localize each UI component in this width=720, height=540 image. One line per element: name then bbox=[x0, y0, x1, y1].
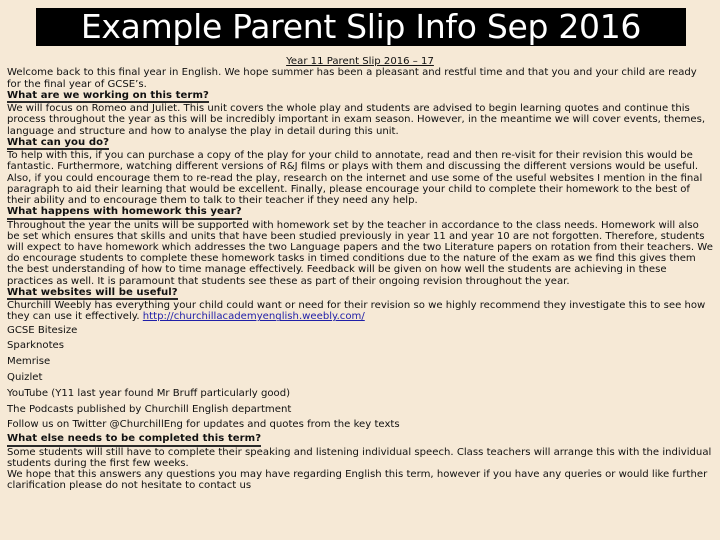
section-body-else-to-complete: Some students will still have to complete their speaking and listening individual speech. Class teachers will arrange this with the individual students during the first few weeks. bbox=[7, 446, 712, 469]
section-heading-what-can-you-do: What can you do? bbox=[7, 137, 109, 150]
section-body-homework: Throughout the year the units will be supported with homework set by the teacher in accordance to the class needs. Homework will also be set which ensures that skills and units that have been studied previously in year 11 and year 10 are not forgotten. Therefore, students will expect to have homework which addresses the two Language papers and the two Literature papers on rotation from their teachers. We do encourage students to complete these homework tasks in timed conditions due to the nature of the exam as we find this gives them the best understanding of how to time manage effectively. Feedback will be given on how well the students are achieving in these practices as well. It is paramount that students see these as part of their ongoing revision throughout the year. bbox=[7, 219, 713, 287]
parent-slip-document bbox=[7, 56, 713, 491]
slide-title: Example Parent Slip Info Sep 2016 bbox=[36, 8, 686, 46]
section-body-working-on: We will focus on Romeo and Juliet. This unit covers the whole play and students are advised to begin learning quotes and continue this process throughout the year as this will be incredibly important in exam season. However, in the meantime we will cover events, themes, language and structure and how to analyse the play in detail during this unit. bbox=[7, 103, 706, 137]
section-body-websites bbox=[7, 300, 713, 322]
section-heading-homework: What happens with homework this year? bbox=[7, 206, 242, 219]
section-heading-working-on: What are we working on this term? bbox=[7, 90, 209, 103]
list-item: The Podcasts published by Churchill English department bbox=[7, 403, 292, 415]
section-heading-else-to-complete: What else needs to be completed this term? bbox=[7, 433, 261, 446]
list-item: Follow us on Twitter @ChurchillEng for updates and quotes from the key texts bbox=[7, 419, 400, 431]
list-item: Quizlet bbox=[7, 372, 43, 384]
section-body-what-can-you-do: To help with this, if you can purchase a copy of the play for your child to annotate, read and then re-visit for their revision this would be fantastic. Furthermore, watching different versions of R&J films or plays with them and discussing the different versions would be useful. Also, if you could encourage them to re-read the play, research on the internet and use some of the useful websites I mention in the final paragraph to aid their learning that would be excellent. Finally, please encourage your child to complete their homework to the best of their ability and to encourage them to talk to their teacher if they need any help. bbox=[7, 150, 703, 207]
list-item: GCSE Bitesize bbox=[7, 324, 78, 336]
websites-text: Churchill Weebly has everything your child could want or need for their revision so we highly recommend they investigate this to see how they can use it effectively. bbox=[7, 300, 706, 323]
list-item: YouTube (Y11 last year found Mr Bruff particularly good) bbox=[7, 387, 291, 399]
intro-paragraph: Welcome back to this final year in English. We hope summer has been a pleasant and restful time and that you and your child are ready for the final year of GCSE’s. bbox=[7, 67, 697, 90]
list-item: Memrise bbox=[7, 356, 51, 368]
section-heading-websites: What websites will be useful? bbox=[7, 287, 178, 300]
document-title: Year 11 Parent Slip 2016 – 17 bbox=[286, 56, 434, 67]
list-item: Sparknotes bbox=[7, 340, 64, 352]
websites-list bbox=[7, 323, 713, 434]
weebly-link[interactable]: http://churchillacademyenglish.weebly.com/ bbox=[142, 311, 365, 323]
closing-paragraph: We hope that this answers any questions you may have regarding English this term, however if you have any queries or would like further clarification please do not hesitate to contact us bbox=[7, 469, 708, 492]
